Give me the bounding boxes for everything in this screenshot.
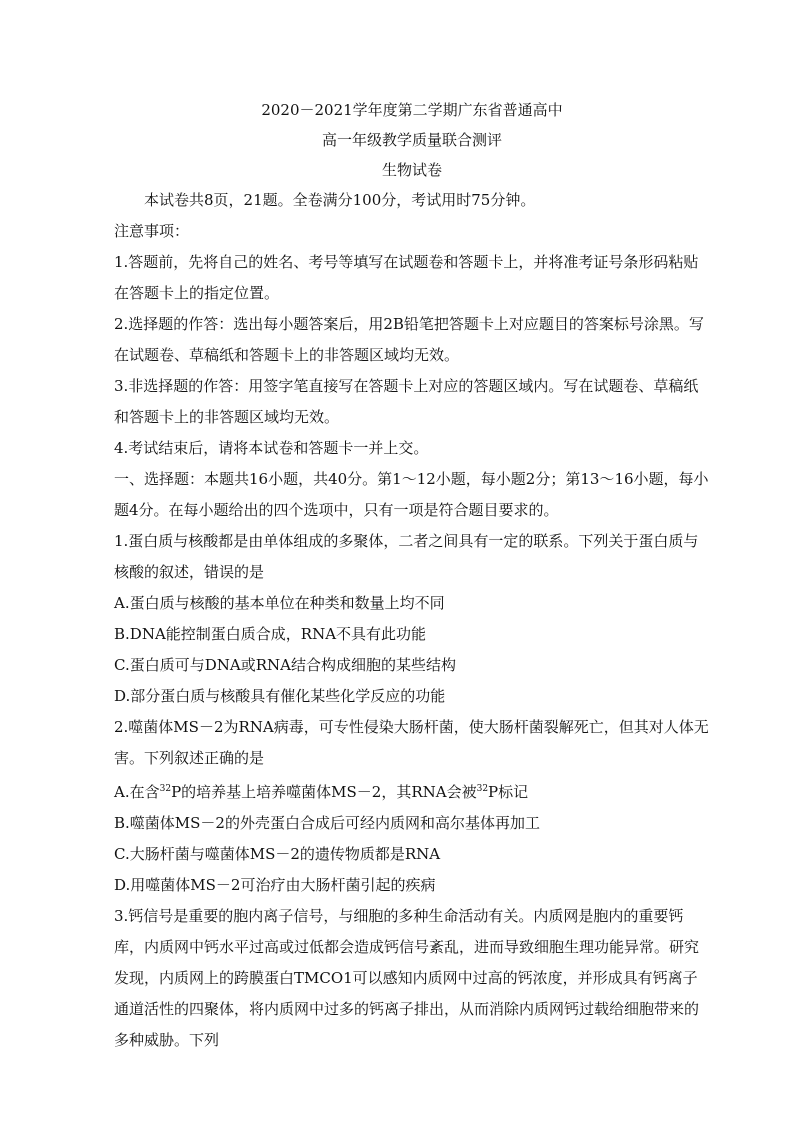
question-1-option-a: A.蛋白质与核酸的基本单位在种类和数量上均不同 [114, 594, 445, 612]
q2-opt-a-sup-1: 32 [159, 784, 172, 794]
q2-opt-a-text-2: P的培养基上培养噬菌体MS－2，其RNA会被 [171, 783, 477, 801]
notice-item-2: 2.选择题的作答：选出每小题答案后，用2B铅笔把答题卡上对应题目的答案标号涂黑。写在试题卷、草稿纸和答题卡上的非答题区域均无效。 [114, 315, 704, 364]
question-1-option-d: D.部分蛋白质与核酸具有催化某些化学反应的功能 [114, 687, 446, 705]
notice-item-1: 1.答题前，先将自己的姓名、考号等填写在试题卷和答题卡上，并将准考证号条形码粘贴在答题卡上的指定位置。 [114, 253, 699, 302]
header-line-2: 高一年级教学质量联合测评 [321, 131, 502, 149]
question-1-option-c: C.蛋白质可与DNA或RNA结合构成细胞的某些结构 [114, 656, 456, 674]
q2-opt-a-text-3: P标记 [488, 783, 529, 801]
q2-opt-a-text-1: A.在含 [114, 783, 160, 801]
q2-opt-a-sup-2: 32 [476, 784, 489, 794]
question-3-stem: 3.钙信号是重要的胞内离子信号，与细胞的多种生命活动有关。内质网是胞内的重要钙库，内质网中钙水平过高或过低都会造成钙信号紊乱，进而导致细胞生理功能异常。研究发现，内质网上的跨膜蛋白TMCO1可以感知内质网中过高的钙浓度，并形成具有钙离子通道活性的四聚体，将内质网中过多的钙离子排出，从而消除内质网钙过载给细胞带来的多种威胁。下列 [114, 907, 700, 1049]
question-2-option-c: C.大肠杆菌与噬菌体MS－2的遗传物质都是RNA [114, 845, 441, 863]
exam-meta: 本试卷共8页，21题。全卷满分100分，考试用时75分钟。 [144, 191, 536, 209]
header-line-3: 生物试卷 [381, 161, 442, 179]
question-1-stem: 1.蛋白质与核酸都是由单体组成的多聚体，二者之间具有一定的联系。下列关于蛋白质与核酸的叙述，错误的是 [114, 532, 699, 581]
notice-item-3: 3.非选择题的作答：用签字笔直接写在答题卡上对应的答题区域内。写在试题卷、草稿纸和答题卡上的非答题区域均无效。 [114, 377, 699, 426]
question-2-option-d: D.用噬菌体MS－2可治疗由大肠杆菌引起的疾病 [114, 876, 436, 894]
section-heading: 一、选择题：本题共16小题，共40分。第1～12小题，每小题2分；第13～16小题，每小题4分。在每小题给出的四个选项中，只有一项是符合题目要求的。 [114, 470, 709, 519]
notice-item-4: 4.考试结束后，请将本试卷和答题卡一并上交。 [114, 439, 429, 457]
question-2-stem: 2.噬菌体MS－2为RNA病毒，可专性侵染大肠杆菌，使大肠杆菌裂解死亡，但其对人体无害。下列叙述正确的是 [114, 718, 709, 767]
notice-title: 注意事项： [114, 222, 190, 240]
exam-header [114, 95, 710, 185]
question-2-option-a [114, 774, 710, 808]
question-2-option-b: B.噬菌体MS－2的外壳蛋白合成后可经内质网和高尔基体再加工 [114, 814, 540, 832]
header-line-1: 2020－2021学年度第二学期广东省普通高中 [261, 101, 563, 119]
question-1-option-b: B.DNA能控制蛋白质合成，RNA不具有此功能 [114, 625, 427, 643]
